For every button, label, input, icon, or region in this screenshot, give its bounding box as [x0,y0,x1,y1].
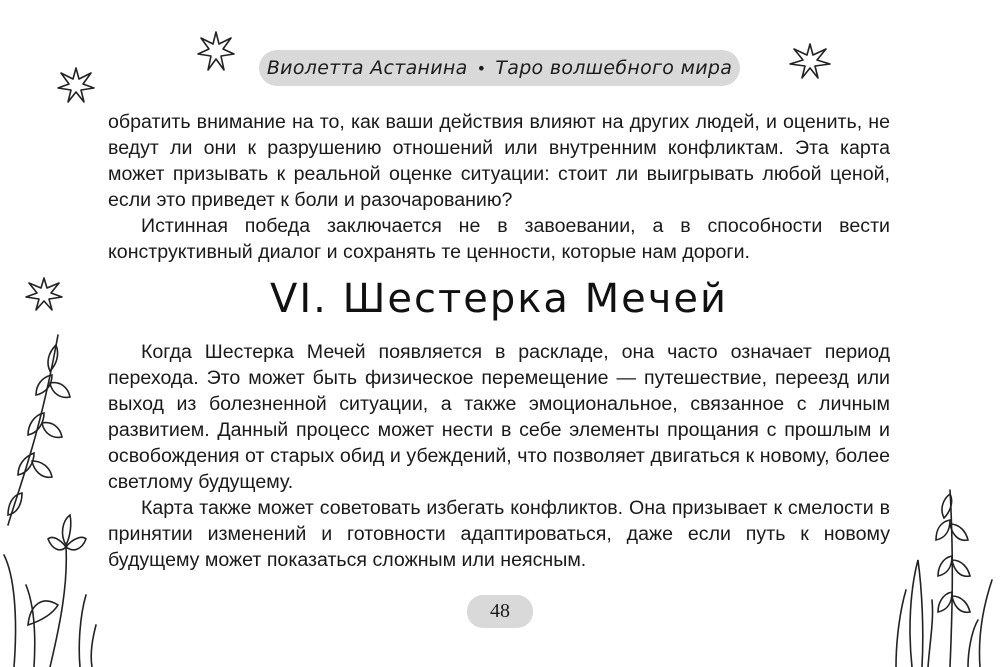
page-number: 48 [467,595,533,628]
header-separator: • [476,58,487,78]
header-author: Виолетта Астанина [266,57,468,79]
paragraph-six-of-swords-advice: Карта также может советовать избегать конфликтов. Она призывает к смелости в принятии изменений и готовности адаптироваться, даже если путь к новому будущему может показаться сложным или неясным. [108,497,890,571]
plant-doodle-left-icon [0,325,108,667]
paragraph-six-of-swords-meaning: Когда Шестерка Мечей появляется в раскладе, она часто означает период перехода. Это может быть физическое перемещение — путешествие, переезд или выход из болезненной ситуации, а также эмоциональное, связанное с личным развитием. Данный процесс может нести в себе элементы прощания с прошлым и освобождения от старых обид и убеждений, что позволяет двигаться к новому, более светлому будущему. [108,341,890,493]
star-doodle-icon [24,276,64,312]
star-doodle-icon [56,66,96,104]
chapter-title: VI. Шестерка Мечей [269,276,728,322]
star-doodle-icon [788,42,832,80]
paragraph-continued: обратить внимание на то, как ваши действия влияют на других людей, и оценить, не ведут ли они к разрушению отношений или внутренним конфликтам. Эта карта может призывать к реальной оценке ситуации: стоит ли выигрывать любой ценой, если это приведет к боли и разочарованию? [108,111,890,211]
header-book-title: Таро волшебного мира [495,57,733,79]
plant-doodle-right-icon [888,480,1000,667]
star-doodle-icon [196,30,236,72]
running-header [259,50,740,86]
paragraph-victory: Истинная победа заключается не в завоевании, а в способности вести конструктивный диалог и сохранять те ценности, которые нам дороги. [108,215,890,263]
